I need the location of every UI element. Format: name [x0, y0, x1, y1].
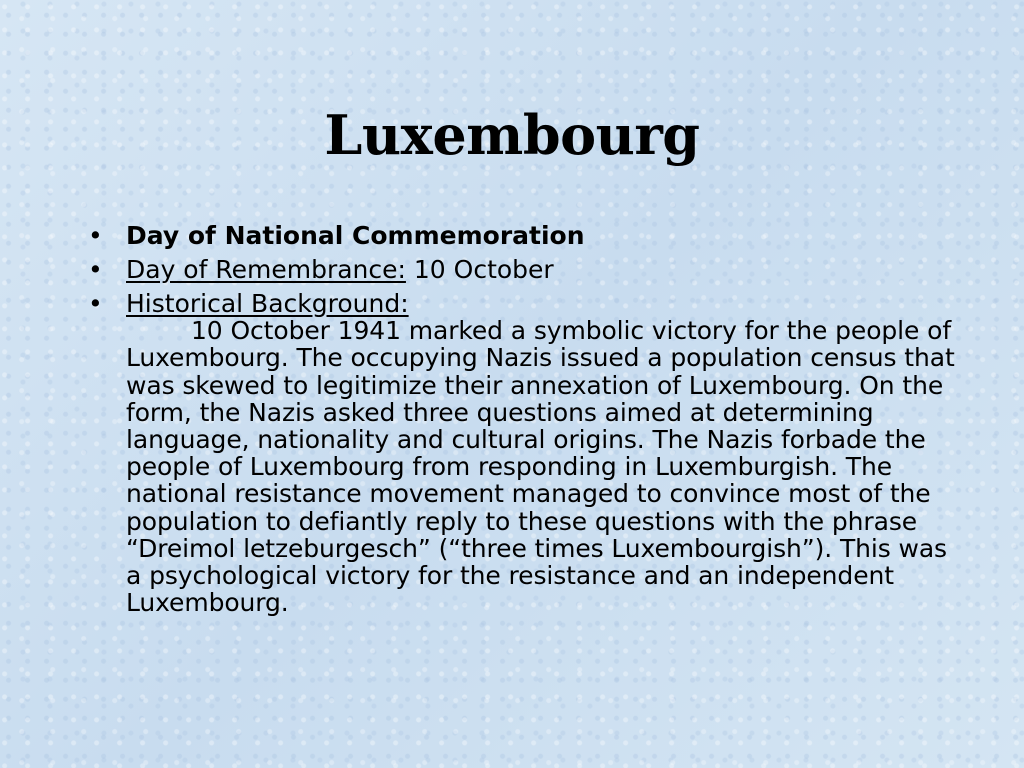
- bullet-value: 10 October: [405, 255, 554, 284]
- bullet-label: Day of Remembrance:: [126, 255, 406, 284]
- bullet-dot: •: [88, 255, 103, 284]
- bullet-item-commemoration: [86, 222, 966, 249]
- bullet-body-text: 10 October 1941 marked a symbolic victory for the people of Luxembourg. The occupying Nazis issued a population census that was skewed to legitimize their annexation of Luxembourg. On the form, the Nazis asked three questions aimed at determining language, nationality and cultural origins. The Nazis forbade the people of Luxembourg from responding in Luxemburgish. The national resistance movement managed to convince most of the population to defiantly reply to these questions with the phrase “Dreimol letzeburgesch” (“three times Luxembourgish”). This was a psychological victory for the resistance and an independent Luxembourg.: [126, 316, 955, 618]
- bullet-dot: •: [88, 289, 103, 318]
- bullet-label: Historical Background:: [126, 289, 409, 318]
- bullet-label: Day of National Commemoration: [126, 221, 585, 250]
- slide-title: Luxembourg: [324, 103, 700, 167]
- bullet-item-remembrance: [86, 256, 966, 283]
- bullet-dot: •: [88, 221, 103, 250]
- bullet-item-historical-background: [86, 290, 966, 616]
- bullet-list: [86, 222, 966, 623]
